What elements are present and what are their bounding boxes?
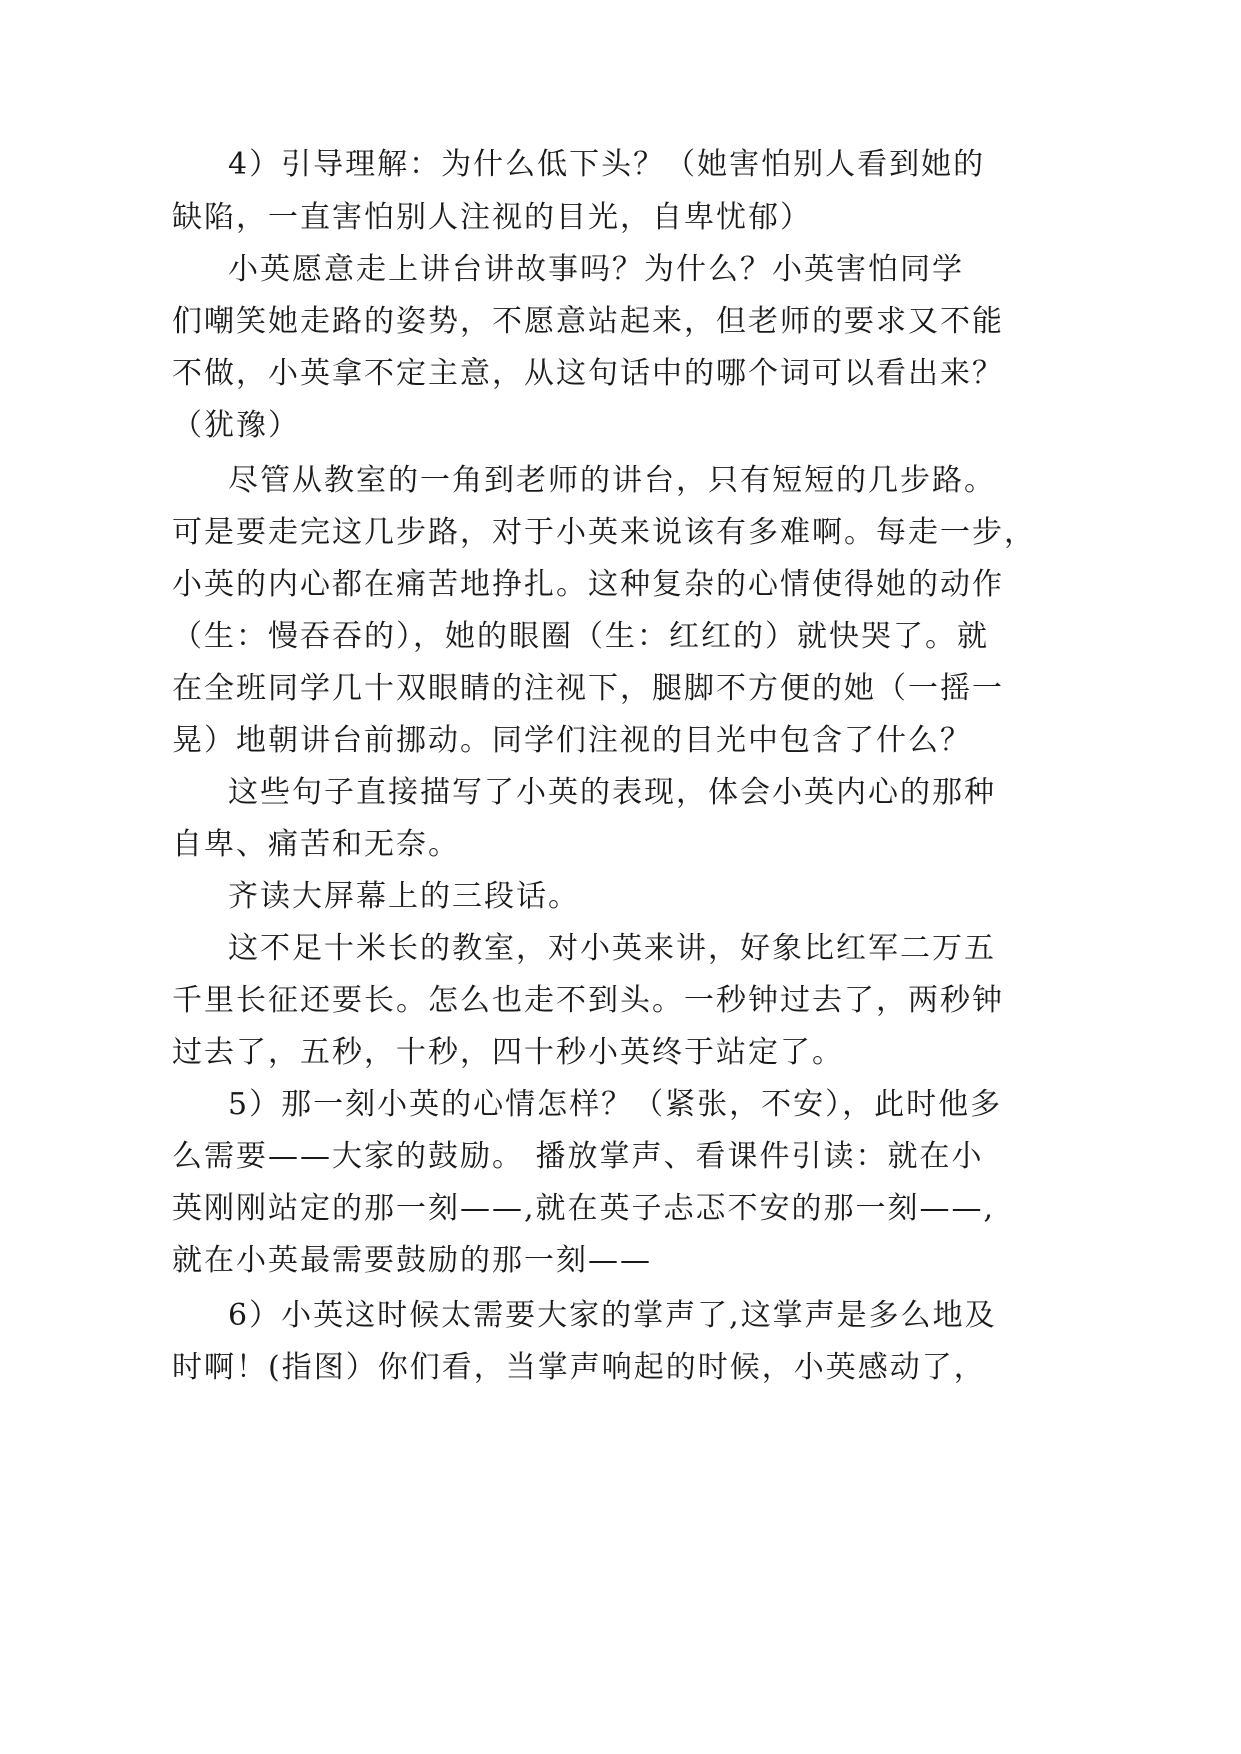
text-line: 在全班同学几十双眼睛的注视下，腿脚不方便的她（一摇一 <box>172 671 1004 706</box>
text-line: 就在小英最需要鼓励的那一刻—— <box>172 1243 652 1278</box>
text-line: 尽管从教室的一角到老师的讲台，只有短短的几步路。 <box>228 463 996 498</box>
text-line: 缺陷，一直害怕别人注视的目光，自卑忧郁） <box>172 200 812 235</box>
text-line: 自卑、痛苦和无奈。 <box>172 827 460 862</box>
text-line: 4）引导理解：为什么低下头？（她害怕别人看到她的 <box>228 147 986 182</box>
text-line: 齐读大屏幕上的三段话。 <box>228 879 580 914</box>
text-line: 英刚刚站定的那一刻——,就在英子忐忑不安的那一刻——, <box>172 1191 996 1226</box>
text-line: 过去了，五秒，十秒，四十秒小英终于站定了。 <box>172 1035 844 1070</box>
text-line: 5）那一刻小英的心情怎样？（紧张，不安），此时他多 <box>228 1087 1003 1122</box>
text-line: 不做，小英拿不定主意，从这句话中的哪个词可以看出来？ <box>172 356 1004 391</box>
text-line: 这不足十米长的教室，对小英来讲，好象比红军二万五 <box>228 931 996 966</box>
text-line: 晃）地朝讲台前挪动。同学们注视的目光中包含了什么？ <box>172 723 972 758</box>
text-line: 6）小英这时候太需要大家的掌声了,这掌声是多么地及 <box>228 1298 997 1333</box>
text-line: 这些句子直接描写了小英的表现，体会小英内心的那种 <box>228 775 996 810</box>
text-line: 可是要走完这几步路，对于小英来说该有多难啊。每走一步， <box>172 515 1036 550</box>
text-line: 千里长征还要长。怎么也走不到头。一秒钟过去了，两秒钟 <box>172 983 1004 1018</box>
text-line: 们嘲笑她走路的姿势，不愿意站起来，但老师的要求又不能 <box>172 304 1004 339</box>
text-line: 么需要——大家的鼓励。 播放掌声、看课件引读：就在小 <box>172 1139 984 1174</box>
text-line: （犹豫） <box>172 408 300 443</box>
text-line: 时啊！(指图）你们看，当掌声响起的时候，小英感动了， <box>172 1350 986 1385</box>
text-line: 小英的内心都在痛苦地挣扎。这种复杂的心情使得她的动作 <box>172 567 1004 602</box>
text-line: 小英愿意走上讲台讲故事吗？为什么？小英害怕同学 <box>228 252 964 287</box>
text-line: （生：慢吞吞的），她的眼圈（生：红红的）就快哭了。就 <box>172 619 989 654</box>
